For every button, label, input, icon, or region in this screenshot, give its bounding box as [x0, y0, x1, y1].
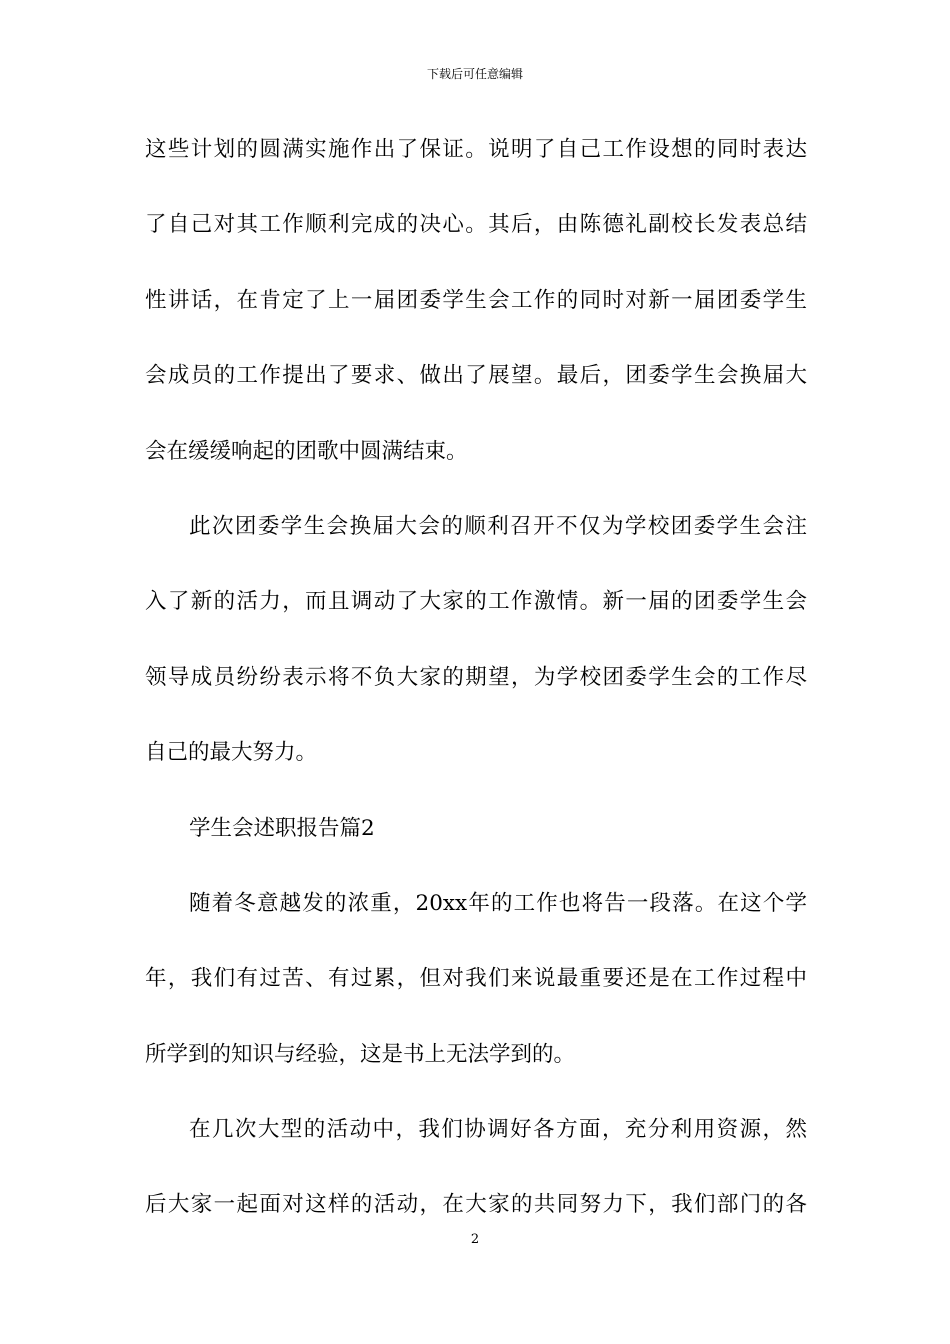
- document-body: [145, 128, 807, 1259]
- text-line: 领导成员纷纷表示将不负大家的期望，为学校团委学生会的工作尽: [145, 664, 807, 690]
- text-line: 会成员的工作提出了要求、做出了展望。最后，团委学生会换届大: [145, 363, 807, 389]
- text-line: 会在缓缓响起的团歌中圆满结束。: [145, 438, 468, 464]
- text-line: 后大家一起面对这样的活动，在大家的共同努力下，我们部门的各: [145, 1192, 807, 1218]
- text-line: 所学到的知识与经验，这是书上无法学到的。: [145, 1041, 576, 1067]
- paragraph-first-line: 随着冬意越发的浓重，20xx年的工作也将告一段落。在这个学: [189, 890, 807, 916]
- text-line: 年，我们有过苦、有过累，但对我们来说最重要还是在工作过程中: [145, 966, 807, 992]
- text-line: 性讲话，在肯定了上一届团委学生会工作的同时对新一届团委学生: [145, 287, 807, 313]
- text-line: 入了新的活力，而且调动了大家的工作激情。新一届的团委学生会: [145, 589, 807, 615]
- text-line: 自己的最大努力。: [145, 740, 318, 766]
- page-number: 2: [470, 1232, 480, 1247]
- page-header: 下载后可任意编辑: [426, 67, 523, 81]
- text-line: 了自己对其工作顺利完成的决心。其后，由陈德礼副校长发表总结: [145, 212, 807, 238]
- section-heading: 学生会述职报告篇2: [189, 815, 375, 841]
- paragraph-first-line: 在几次大型的活动中，我们协调好各方面，充分利用资源，然: [189, 1117, 807, 1143]
- text-line: 这些计划的圆满实施作出了保证。说明了自己工作设想的同时表达: [145, 137, 807, 162]
- paragraph-first-line: 此次团委学生会换届大会的顺利召开不仅为学校团委学生会注: [189, 513, 807, 539]
